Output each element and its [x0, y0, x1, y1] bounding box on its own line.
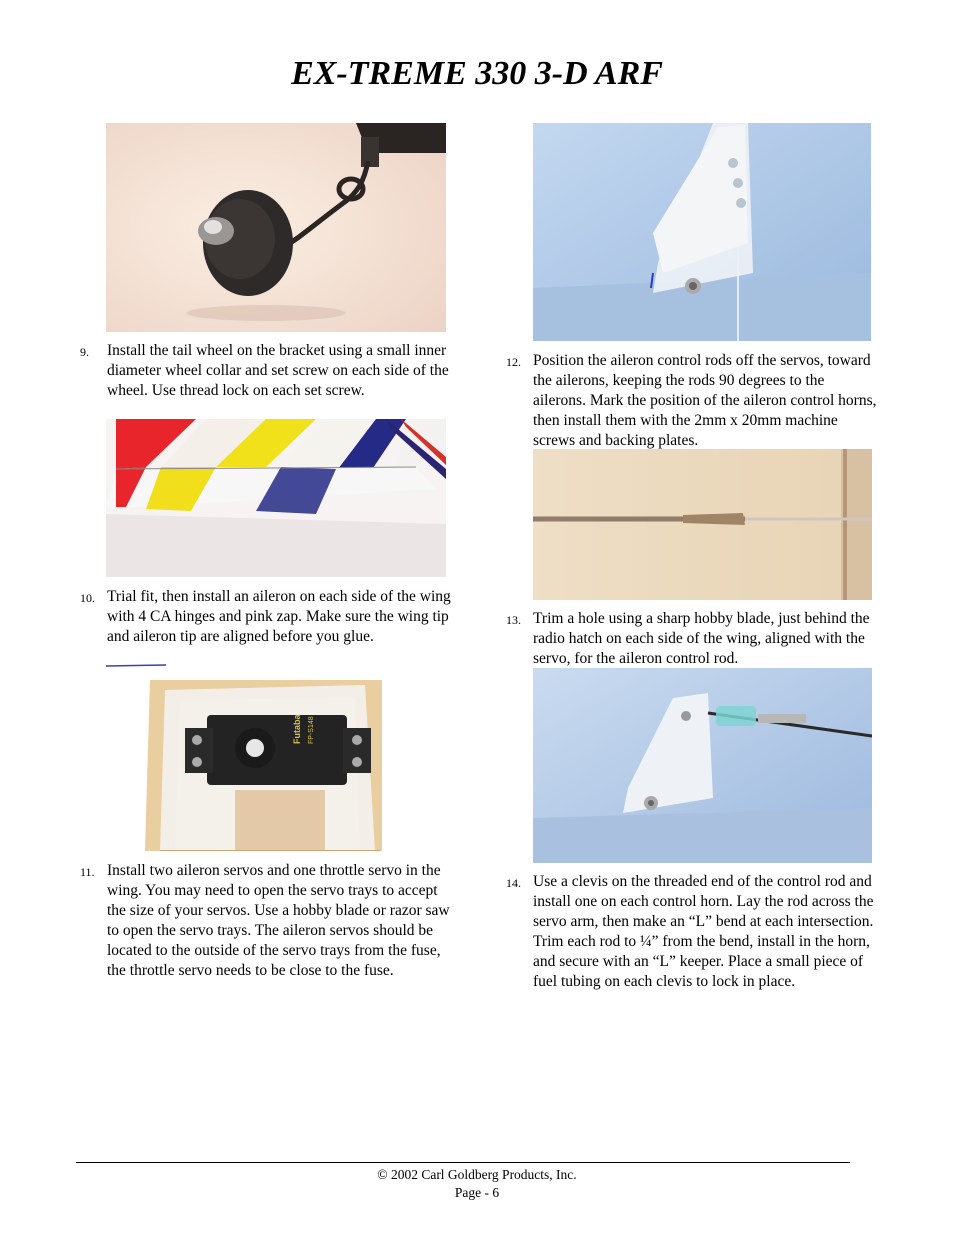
photo-clevis [533, 668, 872, 863]
photo-tail-wheel [106, 123, 446, 332]
servo-model-label: FP-S148 [308, 716, 315, 744]
step-text: Trim a hole using a sharp hobby blade, just behind the radio hatch on each side of the wing, aligned with the servo, for the aileron control rod. [533, 610, 870, 667]
servo-brand-label: Futaba [292, 714, 302, 744]
step-10 [80, 587, 452, 647]
step-text: Use a clevis on the threaded end of the control rod and install one on each control horn. Lay the rod across the servo arm, then make an “L” bend at each intersection. Trim each rod to ¼” from the bend, install in the horn, and secure with an “L” keeper. Place a small piece of fuel tubing on each clevis to lock in place. [533, 873, 874, 990]
step-14 [506, 872, 878, 992]
photo-control-horn [533, 123, 871, 341]
pen-underline-mark [106, 664, 166, 667]
step-number: 13. [506, 613, 521, 627]
step-number: 10. [80, 591, 95, 605]
step-number: 14. [506, 876, 521, 890]
step-11 [80, 861, 452, 981]
page-title: EX-TREME 330 3-D ARF [291, 55, 663, 92]
footer-rule [76, 1162, 850, 1163]
step-text: Position the aileron control rods off the servos, toward the ailerons, keeping the rods 90 degrees to the ailerons. Mark the position of the aileron control horns, then install them with the 2mm x 20mm machine screws and backing plates. [533, 352, 877, 449]
step-9 [80, 341, 452, 401]
step-text: Install two aileron servos and one throttle servo in the wing. You may need to open the servo trays to accept the size of your servos. Use a hobby blade or razor saw to open the servo trays. The aileron servos should be located to the outside of the servo trays from the fuse, the throttle servo needs to be close to the fuse. [107, 862, 450, 979]
footer-page-number: Page - 6 [454, 1185, 500, 1200]
photo-control-rod [533, 449, 872, 600]
step-text: Trial fit, then install an aileron on each side of the wing with 4 CA hinges and pink zap. Make sure the wing tip and aileron tip are aligned before you glue. [107, 588, 451, 645]
photo-aileron [106, 419, 446, 577]
step-number: 11. [80, 865, 95, 879]
photo-servo [145, 680, 382, 851]
step-number: 12. [506, 355, 521, 369]
step-number: 9. [80, 345, 89, 359]
step-text: Install the tail wheel on the bracket using a small inner diameter wheel collar and set screw on each side of the wheel. Use thread lock on each set screw. [107, 342, 449, 399]
footer-copyright: © 2002 Carl Goldberg Products, Inc. [377, 1167, 577, 1182]
step-12 [506, 351, 878, 451]
step-13 [506, 609, 878, 669]
